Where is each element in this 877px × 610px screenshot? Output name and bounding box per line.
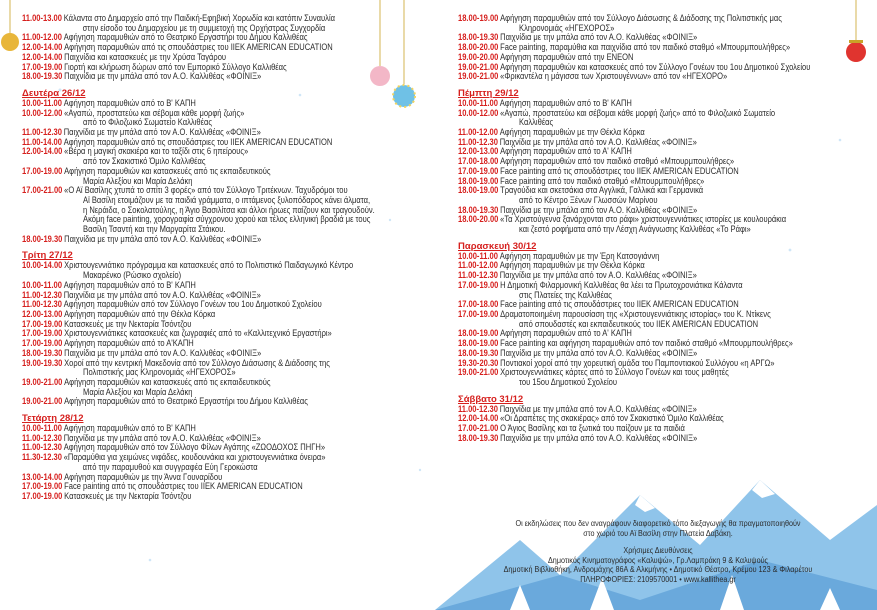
event-time: 19.00-21.00 [22,396,63,407]
event-line: Αφήγηση παραμυθιών από το Θεατρικό Εργαστήρι του Δήμου Καλλιθέας [63,32,308,43]
event-time: 11.00-14.00 [22,136,62,147]
address-line: Δημοτική Βιβλιοθήκη, Ανδρομάχης 86Α & Αλκμήνης • Δημοτικό Θέατρο, Κρέμου 123 & Φιλαρέτου [503,565,813,575]
footer-info [478,519,838,585]
event-row [22,109,423,128]
event-row [22,453,423,472]
event-line: από το Φιλοζωικό Σωματείο Καλλιθέας [83,117,212,128]
event-row [22,378,423,397]
event-row [458,434,869,444]
day-heading: Δευτέρα 26/12 [22,87,86,99]
event-time: 11.00-12.30 [458,136,498,147]
event-line: Παιχνίδια με την μπάλα από τον Α.Ο. Καλλιθέας «ΦΟΙΝΙΞ» [63,127,261,138]
event-line: «Βέρα η μαγική σκακιέρα και το ταξίδι στις 6 ηπείρους» [64,146,249,157]
event-description [62,235,261,245]
event-line: «Τα Χριστούγεννα ξανάρχονται στο ράφι» χριστουγεννιάτικες ιστορίες με κουλουράκια [500,214,787,225]
event-line: Παιχνίδια και κατασκευές με την Χρύσα Ταγάρου [64,51,227,62]
event-line: «Οι Δραπέτες της σκακιέρας» από τον Σκακιστικό Όμιλο Καλλιθέας [500,413,724,424]
event-line: Αφήγηση παραμυθιών από τον Σύλλογο Γονέων του 1ου Δημοτικού Σχολείου [63,299,322,310]
event-time: 18.00-19.00 [458,185,499,196]
event-line: Face painting από τις σπουδάστριες του IIEK AMERICAN EDUCATION [500,299,739,310]
event-time: 17.00-18.00 [458,299,499,310]
event-line: Μαρία Αλεξίου και Μαρία Δελάκη [83,386,193,397]
event-time: 18.00-19.30 [22,71,63,82]
event-line: «Φρικαντέλα η μάγισσα των Χριστουγέννων» από τον «ΗΓΕΧΟΡΟ» [500,71,728,82]
event-line: Χριστουγεννιάτικο πρόγραμμα και κατασκευές από το Πολιτιστικό Παιδαγωγικό Κέντρο [64,260,354,271]
event-line: Αφήγηση παραμυθιών με την Έρη Κατσογιάννη [499,250,660,261]
event-time: 11.00-12.30 [22,442,62,453]
event-line: Παιχνίδια με την μπάλα από τον Α.Ο. Καλλιθέας «ΦΟΙΝΙΞ» [500,204,698,215]
event-line: Κληρονομιάς «ΗΓΕΧΟΡΟΣ» [519,22,615,33]
event-line: Κατασκευές με την Νεκταρία Τσόντζου [64,318,192,329]
event-time: 11.00-12.30 [22,432,62,443]
event-time: 10.00-11.00 [458,97,498,108]
event-row [458,186,869,205]
event-time: 18.00-19.30 [22,233,63,244]
event-time: 17.00-19.00 [22,481,63,492]
event-line: Ο Άγιος Βασίλης και τα ξωτικά του παίζουν με τα παιδιά [500,423,685,434]
event-line: και ζεστό ροφήματα από την Λέσχη Ανάγνωσης Καλλιθέας «Το Ράφι» [519,224,751,235]
event-time: 17.00-19.00 [22,165,63,176]
event-time: 18.00-19.00 [458,338,499,349]
event-row [458,215,869,234]
event-line: Face painting από τις σπουδάστριες του IIEK AMERICAN EDUCATION [500,165,739,176]
event-time: 19.00-21.00 [22,376,63,387]
event-time: 11.00-12.00 [458,127,498,138]
event-description [498,109,775,128]
event-description [498,72,727,82]
event-description [498,434,697,444]
event-time: 10.00-14.00 [22,260,63,271]
event-time: 17.00-21.00 [22,185,63,196]
event-line: Αφήγηση παραμυθιών και κατασκευές από τις εκπαιδευτικούς [64,165,271,176]
event-time: 10.00-11.00 [22,279,62,290]
event-description [498,281,742,300]
event-row [458,281,869,300]
event-line: «Αγαπώ, προστατεύω και σέβομαι κάθε μορφή ζωής» από το Φιλοζωικό Σωματείο [500,107,776,118]
event-line: Αφήγηση παραμυθιών από το Β' ΚΑΠΗ [499,97,632,108]
day-heading: Πέμπτη 29/12 [458,87,519,99]
event-row [22,261,423,280]
event-row [458,368,869,387]
event-line: Αφήγηση παραμυθιών και κατασκευές από τον Σύλλογο Γονέων του 1ου Δημοτικού Σχολείου [500,61,811,72]
event-line: Πολιτιστικής μας Κληρονομιάς «ΗΓΕΧΟΡΟΣ» [83,367,236,378]
event-description [62,72,261,82]
event-line: από την παραμυθού και συγγραφέα Εύη Γεροκώστα [82,461,258,472]
event-time: 12.00-14.00 [22,42,63,53]
event-line: Αφήγηση παραμυθιών από τις σπουδάστριες του IIEK AMERICAN EDUCATION [64,42,333,53]
event-time: 17.00-19.00 [22,318,63,329]
event-line: Παιχνίδια με την μπάλα από τον Α.Ο. Καλλιθέας «ΦΟΙΝΙΞ» [64,233,262,244]
event-line: Αφήγηση παραμυθιών με την Θέκλα Κόρκα [499,260,645,271]
event-line: Κάλαντα στο Δημαρχείο από την Παιδική-Εφηβική Χορωδία και κατόπιν Συναυλία [63,13,336,23]
event-line: Βασίλη Τσαντή και την Μαργαρίτα Στάικου. [83,224,226,235]
event-description [62,378,270,397]
event-line: Αϊ Βασίλη ετοιμάζουν με τα παιδιά γράμματα, ο ιπτάμενος ξυλοπόδαρος κάνει άλματα, [83,194,371,205]
event-line: Κατασκευές με την Νεκταρία Τσόντζου [64,490,192,501]
contacts-title: Χρήσιμες Διευθύνσεις [623,546,693,556]
event-time: 19.00-21.00 [458,71,499,82]
event-line: Δραματοποιημένη παρουσίαση της «Χριστουγεννιάτικης ιστορίας» του Κ. Ντίκενς [500,308,771,319]
day-heading: Τετάρτη 28/12 [22,413,84,425]
event-description [62,359,330,378]
event-time: 17.00-19.00 [458,165,499,176]
event-line: στις Πλατείες της Καλλιθέας [519,289,612,300]
event-line: στην είσοδο του Δημαρχείου με τη συμμετοχή της Ορχήστρας Συγχορδία [82,22,326,33]
event-line: Χοροί από την κεντρική Μακεδονία από τον Σύλλογο Διάσωσης & Διάδοσης της [64,357,330,368]
address-line: Δημοτικός Κινηματογράφος «Καλυψώ», Γρ.Λαμπράκη 9 & Καλυψούς [548,555,768,565]
event-time: 18.00-19.30 [458,32,499,43]
event-time: 17.00-21.00 [458,423,499,434]
event-description [62,167,270,186]
event-line: «Ο Αϊ Βασίλης χτυπά το σπίτι 3 φορές» από τον Σύλλογο Τριτέκνων. Ταχυδρόμοι του [64,185,348,196]
event-description [62,147,248,166]
event-line: Παιχνίδια με την μπάλα από τον Α.Ο. Καλλιθέας «ΦΟΙΝΙΞ» [500,347,698,358]
event-description [62,397,308,407]
event-row [22,14,423,33]
event-row [458,109,869,128]
event-description [62,453,326,472]
event-time: 11.00-12.30 [458,403,498,414]
event-row [22,72,423,82]
schedule-right-column [458,14,870,443]
event-time: 17.00-18.00 [458,156,499,167]
event-time: 10.00-11.00 [22,423,62,434]
footer-note: στο χωριό του Αϊ Βασίλη στην Πλατεία Δαβάκη. [583,528,733,538]
event-time: 17.00-19.00 [22,338,63,349]
event-time: 12.00-13.00 [458,146,499,157]
day-heading: Τρίτη 27/12 [22,250,73,262]
event-line: Ακόμη face painting, χορογραφία σύγχρονου χορού και τέλος ελληνική βραδιά με τους [83,214,371,225]
event-time: 11.00-12.30 [22,289,62,300]
event-line: η Νεράιδα, ο Σοκολατούλης, η Άγιο Βασιλίτσα και άλλοι ήρωες παίζουν και τραγουδούν. [83,204,375,215]
event-line: Παιχνίδια με την μπάλα από τον Α.Ο. Καλλιθέας «ΦΟΙΝΙΞ» [499,270,697,281]
event-line: Παιχνίδια με την μπάλα από τον Α.Ο. Καλλιθέας «ΦΟΙΝΙΞ» [63,432,261,443]
event-row [22,397,423,407]
event-line: Αφήγηση παραμυθιών από το Α'ΚΑΠΗ [64,338,194,349]
event-time: 12.00-14.00 [458,413,499,424]
event-description [498,215,786,234]
event-line: του 15ου Δημοτικού Σχολείου [519,376,618,387]
event-line: Παιχνίδια με την μπάλα από τον Α.Ο. Καλλιθέας «ΦΟΙΝΙΞ» [64,71,262,82]
event-row [22,186,423,235]
event-line: Αφήγηση παραμυθιών από τις σπουδάστριες του IIEK AMERICAN EDUCATION [63,136,333,147]
event-description [62,109,244,128]
event-time: 18.00-19.00 [458,175,499,186]
event-line: από σπουδαστές και εκπαιδευτικούς του IIEK AMERICAN EDUCATION [519,318,759,329]
event-description [62,261,353,280]
event-time: 10.00-11.00 [458,250,498,261]
event-time: 11.00-12.30 [22,127,62,138]
event-time: 17.00-19.00 [22,61,63,72]
event-line: από τον Σκακιστικό Όμιλο Καλλιθέας [83,156,206,167]
event-time: 11.00-12.00 [458,260,498,271]
event-row [22,147,423,166]
event-line: Αφήγηση παραμυθιών από το Α' ΚΑΠΗ [500,328,632,339]
event-line: Παιχνίδια με την μπάλα από τον Α.Ο. Καλλιθέας «ΦΟΙΝΙΞ» [500,432,698,443]
event-line: Η Δημοτική Φιλαρμονική Καλλιθέας θα λέει τα Πρωτοχρονιάτικα Κάλαντα [500,279,743,290]
event-line: Γιορτή και κλήρωση δώρων από τον Εμπορικό Σύλλογο Καλλιθέας [64,61,287,72]
event-time: 11.30-12.30 [22,452,62,463]
event-line: Παιχνίδια με την μπάλα από τον Α.Ο. Καλλιθέας «ΦΟΙΝΙΞ» [499,136,697,147]
event-row [22,492,423,502]
event-description [498,368,728,387]
event-time: 19.00-20.00 [458,51,499,62]
event-line: Αφήγηση παραμυθιών και κατασκευές από τις εκπαιδευτικούς [64,376,271,387]
event-line: Ποντιακοί χοροί από την χορευτική ομάδα του Παμποντιακού Συλλόγου «η ΑΡΓΩ» [500,357,775,368]
day-heading: Σάββατο 31/12 [458,393,524,405]
event-row [458,72,869,82]
event-time: 12.00-14.00 [22,51,63,62]
event-time: 18.00-19.30 [458,204,499,215]
event-line: Παιχνίδια με την μπάλα από τον Α.Ο. Καλλιθέας «ΦΟΙΝΙΞ» [64,347,262,358]
event-line: Χριστουγεννιάτικες κάρτες από το Σύλλογο Γονέων και τους μαθητές [500,367,729,378]
event-description [62,492,191,502]
event-line: Μαρία Αλεξίου και Μαρία Δελάκη [83,175,193,186]
event-description [498,310,770,329]
event-time: 11.00-12.30 [22,299,62,310]
event-time: 11.00-12.30 [458,270,498,281]
event-time: 19.00-21.00 [458,367,499,378]
event-line: Αφήγηση παραμυθιών από το Β' ΚΑΠΗ [63,279,196,290]
event-description [498,14,781,33]
event-row [22,167,423,186]
event-time: 17.00-19.00 [458,308,499,319]
event-line: Αφήγηση παραμυθιών από το Β' ΚΑΠΗ [63,97,196,108]
event-line: «Αγαπώ, προστατεύω και σέβομαι κάθε μορφή ζωής» [64,107,245,118]
event-line: Αφήγηση παραμυθιών από τον Σύλλογο Φίλων Αγάπης «ΖΩΟΔΟΧΟΣ ΠΗΓΗ» [63,442,326,453]
event-time: 11.00-13.00 [22,13,62,23]
footer-note: Οι εκδηλώσεις που δεν αναγράφουν διαφορετικό τόπο διεξαγωγής θα πραγματοποιηθούν [515,519,801,528]
event-time: 18.00-19.00 [458,328,499,339]
event-time: 13.00-14.00 [22,471,63,482]
event-description [62,14,335,33]
event-time: 10.00-12.00 [458,107,499,118]
event-line: Τραγούδια και σκετσάκια στα Αγγλικά, Γαλλικά και Γερμανικά [500,185,704,196]
event-line: Παιχνίδια με την μπάλα από τον Α.Ο. Καλλιθέας «ΦΟΙΝΙΞ» [63,289,261,300]
event-line: Παιχνίδια με την μπάλα από τον Α.Ο. Καλλιθέας «ΦΟΙΝΙΞ» [500,32,698,43]
event-description [498,186,703,205]
event-time: 18.00-19.30 [458,347,499,358]
event-time: 10.00-11.00 [22,97,62,108]
event-line: Face painting από τον παιδικό σταθμό «Μπουρμπουλήθρες» [500,175,705,186]
event-time: 10.00-12.00 [22,107,63,118]
event-description [62,186,374,235]
event-time: 18.00-19.00 [458,13,499,23]
event-line: Αφήγηση παραμυθιών από την ΕΝΕΟΝ [500,51,634,62]
event-line: Χριστουγεννιάτικες κατασκευές και ζωγραφιές από το «Καλλιτεχνικό Εργαστήρι» [64,328,332,339]
day-heading: Παρασκευή 30/12 [458,240,537,252]
event-row [458,14,869,33]
event-time: 19.00-21.00 [458,61,499,72]
event-line: από το Κέντρο Ξένων Γλωσσών Μαρίνου [519,194,658,205]
event-row [22,235,423,245]
event-line: Αφήγηση παραμυθιών από το Θεατρικό Εργαστήρι του Δήμου Καλλιθέας [64,396,308,407]
event-line: Αφήγηση παραμυθιών από το Β' ΚΑΠΗ [63,423,196,434]
event-row [458,310,869,329]
event-row [22,359,423,378]
event-line: Αφήγηση παραμυθιών από την Θέκλα Κόρκα [64,308,216,319]
schedule-left-column [22,14,424,502]
event-time: 18.00-20.00 [458,214,499,225]
event-time: 12.00-14.00 [22,146,63,157]
event-line: Face painting και αφήγηση παραμυθιών από τον παιδικό σταθμό «Μπουρμπουλήθρες» [500,338,793,349]
event-line: Face painting, παραμύθια και παιχνίδια από τον παιδικό σταθμό «Μπουρμπουλήθρες» [500,42,791,53]
event-time: 12.00-13.00 [22,308,63,319]
event-line: Αφήγηση παραμυθιών από τον Σύλλογο Διάσωσης & Διάδοσης της Πολιτιστικής μας [500,13,782,23]
event-time: 11.00-12.00 [22,32,62,43]
event-time: 18.00-20.00 [458,42,499,53]
event-line: Παιχνίδια με την μπάλα από τον Α.Ο. Καλλιθέας «ΦΟΙΝΙΞ» [499,403,697,414]
event-time: 17.00-19.00 [22,328,63,339]
event-line: Μακαρένκο (Ρώσικο σχολείο) [83,270,182,281]
event-line: Αφήγηση παραμυθιών με την Θέκλα Κόρκα [499,127,645,138]
event-time: 17.00-19.00 [458,279,499,290]
event-line: Αφήγηση παραμυθιών από τον παιδικό σταθμό «Μπουρμπουλήθρες» [500,156,735,167]
event-time: 19.00-19.30 [22,357,63,368]
info-line: ΠΛΗΡΟΦΟΡΙΕΣ: 2109570001 • www.kallithea.gr [580,574,736,584]
event-line: Αφήγηση παραμυθιών από το Α' ΚΑΠΗ [500,146,632,157]
event-line: Καλλιθέας [519,117,554,128]
event-line: Face painting από τις σπουδάστριες του IIEK AMERICAN EDUCATION [64,481,303,492]
event-line: «Παραμύθια για χειμώνες νιφάδες, κουδουνάκια και χριστουγεννιάτικα όνειρα» [63,452,326,463]
event-time: 18.00-19.30 [458,432,499,443]
event-line: Αφήγηση παραμυθιών με την Άννα Γουναρίδου [64,471,223,482]
event-time: 19.30-20.30 [458,357,499,368]
event-time: 18.00-19.30 [22,347,63,358]
event-time: 17.00-19.00 [22,490,63,501]
